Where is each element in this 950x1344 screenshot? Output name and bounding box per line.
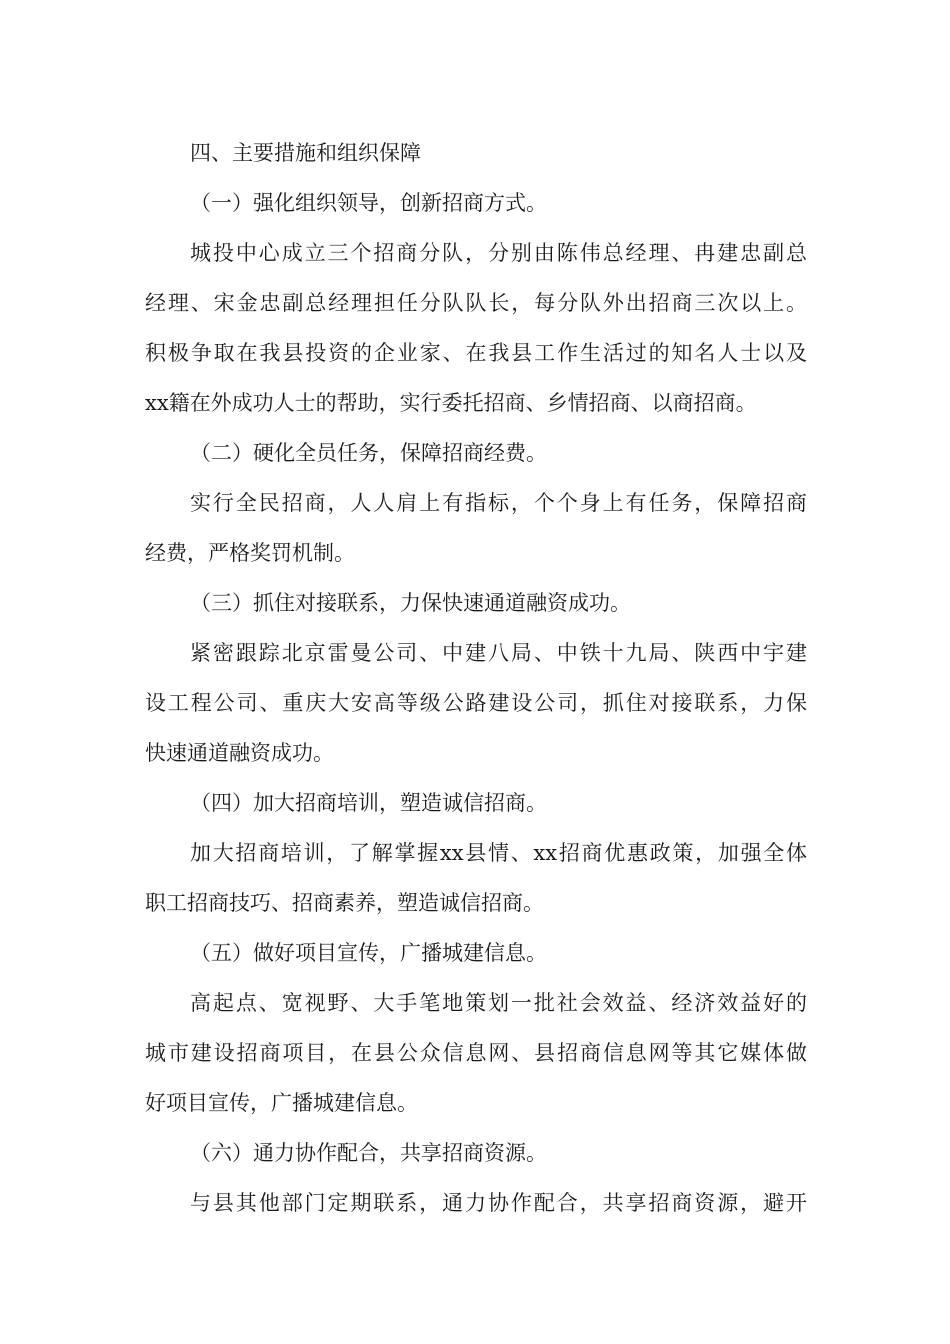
- paragraph-line: 快速通道融资成功。: [145, 741, 334, 765]
- paragraph-line: 与县其他部门定期联系，通力协作配合，共享招商资源，避开: [190, 1191, 807, 1215]
- paragraph-line: 经理、宋金忠副总经理担任分队队长，每分队外出招商三次以上。: [145, 291, 807, 315]
- subsection-heading: （三）抓住对接联系，力保快速通道融资成功。: [190, 591, 631, 615]
- subsection-heading: （四）加大招商培训，塑造诚信招商。: [190, 791, 547, 815]
- paragraph-line: 设工程公司、重庆大安高等级公路建设公司，抓住对接联系，力保: [145, 691, 807, 715]
- section-title: 四、主要措施和组织保障: [190, 141, 421, 165]
- paragraph-line: 加大招商培训，了解掌握xx县情、xx招商优惠政策，加强全体: [190, 841, 807, 865]
- paragraph-line: xx籍在外成功人士的帮助，实行委托招商、乡情招商、以商招商。: [145, 391, 757, 415]
- paragraph-line: 经费，严格奖罚机制。: [145, 541, 355, 565]
- paragraph-line: 紧密跟踪北京雷曼公司、中建八局、中铁十九局、陕西中宇建: [190, 641, 807, 665]
- subsection-heading: （五）做好项目宣传，广播城建信息。: [190, 941, 547, 965]
- subsection-heading: （六）通力协作配合，共享招商资源。: [190, 1141, 547, 1165]
- paragraph-line: 积极争取在我县投资的企业家、在我县工作生活过的知名人士以及: [145, 341, 807, 365]
- paragraph-line: 高起点、宽视野、大手笔地策划一批社会效益、经济效益好的: [190, 991, 807, 1015]
- subsection-heading: （一）强化组织领导，创新招商方式。: [190, 191, 547, 215]
- paragraph-line: 城投中心成立三个招商分队，分别由陈伟总经理、冉建忠副总: [190, 241, 807, 265]
- paragraph-line: 城市建设招商项目，在县公众信息网、县招商信息网等其它媒体做: [145, 1041, 807, 1065]
- paragraph-line: 好项目宣传，广播城建信息。: [145, 1091, 418, 1115]
- paragraph-line: 实行全民招商，人人肩上有指标，个个身上有任务，保障招商: [190, 491, 807, 515]
- subsection-heading: （二）硬化全员任务，保障招商经费。: [190, 441, 547, 465]
- paragraph-line: 职工招商技巧、招商素养，塑造诚信招商。: [145, 891, 544, 915]
- document-page: [145, 128, 807, 1228]
